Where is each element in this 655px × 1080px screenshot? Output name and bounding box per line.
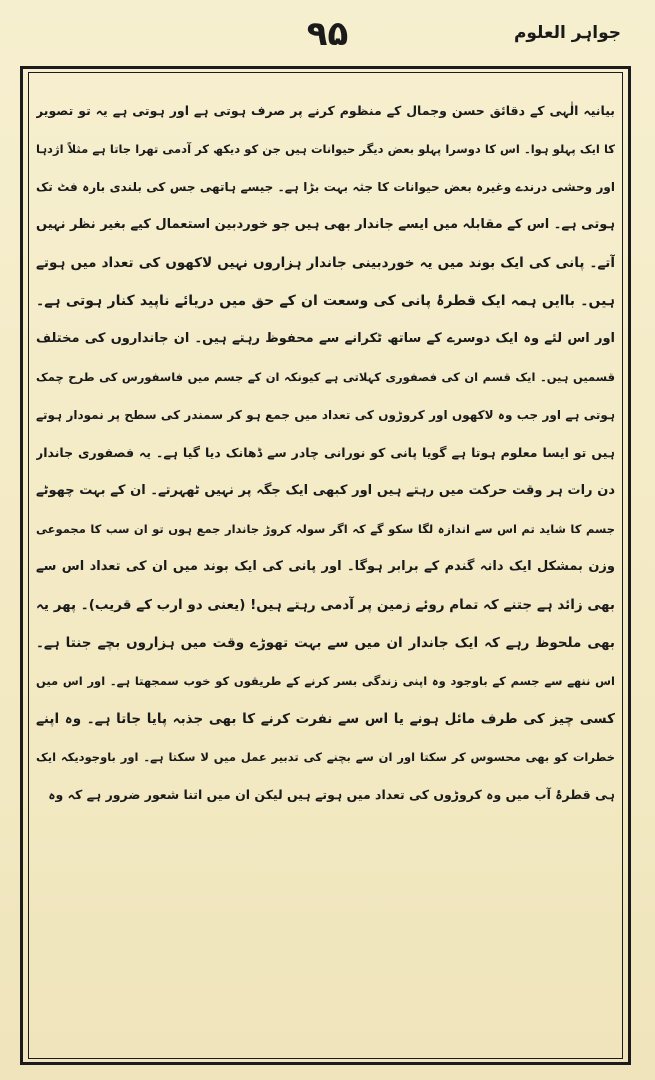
text-line: ہوتی ہے۔ اس کے مقابلہ میں ایسے جاندار بھی ہیں جو خوردبین استعمال کیے بغیر نظر نہیں — [36, 217, 615, 232]
text-line: بھی ملحوظ رہے کہ ایک جاندار ان میں سے بہت تھوڑے وقت میں ہزاروں بچے جنتا ہے۔ — [36, 635, 615, 651]
text-line: خطرات کو بھی محسوس کر سکتا اور ان سے بچنے کی تدبیر عمل میں لا سکتا ہے۔ اور باوجودیکہ ایک — [36, 750, 615, 764]
page-header — [0, 0, 655, 66]
text-line: ہیں تو ایسا معلوم ہوتا ہے گویا پانی کو نورانی چادر سے ڈھانک دیا گیا ہے۔ یہ فصفوری جاندار — [36, 445, 615, 460]
text-line: وزن بمشکل ایک دانہ گندم کے برابر ہوگا۔ اور پانی کی ایک بوند میں ان کی تعداد اس سے — [36, 559, 615, 574]
running-head: جواہر العلوم — [513, 23, 621, 43]
text-line: جسم کا شاید تم اس سے اندازہ لگا سکو گے کہ اگر سولہ کروڑ جاندار جمع ہوں تو ان سب کا مجموعی — [36, 522, 615, 536]
text-line: ہوتی ہے اور جب وہ لاکھوں اور کروڑوں کی تعداد میں جمع ہو کر سمندر کی سطح پر نمودار ہوتے — [36, 408, 615, 422]
text-line: اور وحشی درندے وغیرہ بعض حیوانات کا جثہ بہت بڑا ہے۔ جیسے ہاتھی جس کی بلندی بارہ فٹ تک — [36, 180, 615, 194]
text-line: قسمیں ہیں۔ ایک قسم ان کی فصفوری کہلاتی ہے کیونکہ ان کے جسم میں فاسفورس کی طرح چمک — [36, 370, 615, 384]
text-line: دن رات ہر وقت حرکت میں رہتے ہیں اور کبھی ایک جگہ پر نہیں ٹھہرتے۔ ان کے بہت چھوٹے — [36, 483, 615, 498]
text-line: کا ایک پہلو ہوا۔ اس کا دوسرا پہلو بعض دیگر حیوانات ہیں جن کو دیکھ کر آدمی تھرا جاتا ہے مثلاً اژدہا — [36, 142, 615, 156]
text-line: ہیں۔ باایں ہمہ ایک قطرۂ پانی کی وسعت ان کے حق میں دریائے ناپید کنار ہوتی ہے۔ — [36, 293, 615, 309]
text-line: کسی چیز کی طرف مائل ہونے یا اس سے نفرت کرنے کا بھی جذبہ پایا جاتا ہے۔ وہ اپنے — [36, 711, 615, 727]
text-line: ہی قطرۂ آب میں وہ کروڑوں کی تعداد میں ہوتے ہیں لیکن ان میں اتنا شعور ضرور ہے کہ وہ — [48, 787, 615, 802]
text-line: بیانیہ الٰہی کے دقائق حسن وجمال کے منظوم کرنے پر صرف ہوتی ہے اور ہوتی ہے یہ تو تصویر — [36, 103, 615, 118]
text-line: بھی زائد ہے جتنے کہ تمام روئے زمین پر آدمی رہتے ہیں! (یعنی دو ارب کے قریب)۔ پھر یہ — [36, 597, 615, 613]
body-text — [36, 92, 615, 814]
page-number: ۹۵ — [306, 14, 349, 54]
text-line: آتے۔ پانی کی ایک بوند میں یہ خوردبینی جاندار ہزاروں نہیں لاکھوں کی تعداد میں ہوتے — [36, 255, 615, 271]
text-line: اور اس لئے وہ ایک دوسرے کے ساتھ ٹکرانے سے محفوظ رہتے ہیں۔ ان جانداروں کی مختلف — [36, 331, 615, 346]
text-line: اس ننھے سے جسم کے باوجود وہ اپنی زندگی بسر کرنے کے طریقوں کو خوب سمجھتا ہے۔ اور اس میں — [36, 674, 615, 688]
